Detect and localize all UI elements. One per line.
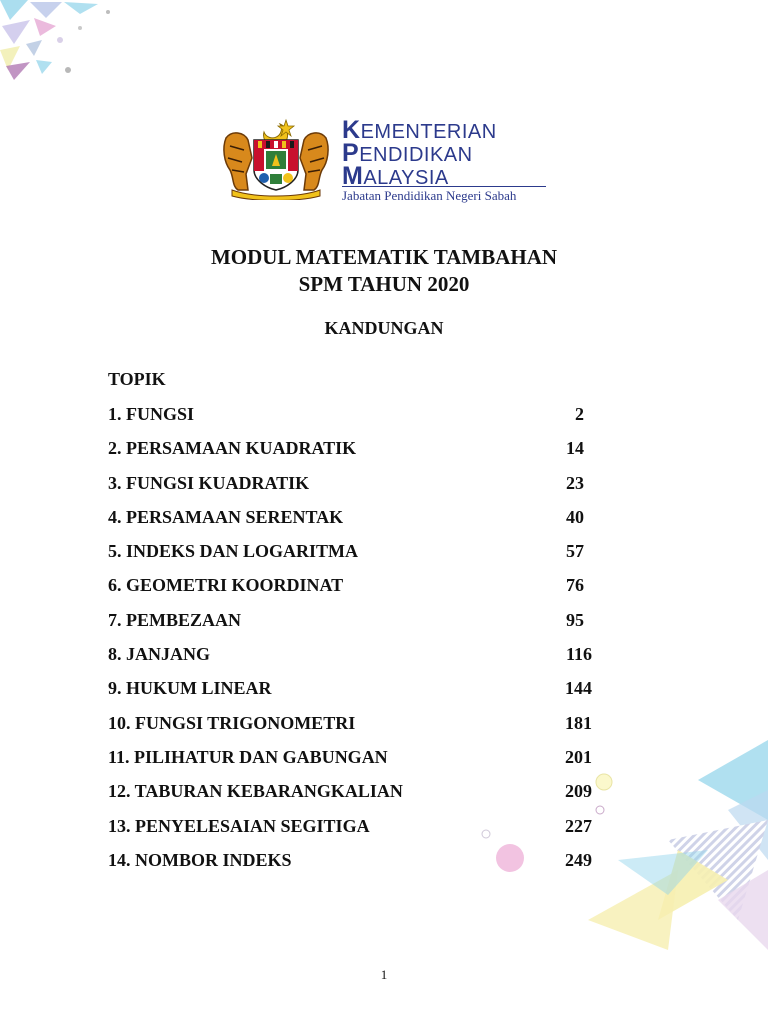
toc-row	[108, 541, 592, 575]
document-subtitle: SPM TAHUN 2020	[298, 272, 470, 296]
toc-row	[108, 610, 592, 644]
toc-page: 116	[565, 644, 592, 665]
toc-row	[108, 438, 592, 472]
toc-row	[108, 575, 592, 609]
toc-page: 181	[565, 712, 592, 733]
toc-row	[108, 678, 592, 712]
toc-page: 14	[566, 438, 584, 459]
toc-title: 4. PERSAMAAN SERENTAK	[108, 506, 344, 527]
ministry-logo	[220, 118, 550, 208]
toc-title: 7. PEMBEZAAN	[108, 609, 242, 630]
toc-row	[108, 507, 592, 541]
toc-row	[108, 473, 592, 507]
ministry-name-line-1: KEMENTERIAN	[342, 116, 497, 144]
toc-title: 10. FUNGSI TRIGONOMETRI	[108, 712, 356, 733]
toc-row	[108, 644, 592, 678]
ministry-name-line-3: MALAYSIA	[342, 162, 449, 190]
ministry-name-line-2: PENDIDIKAN	[342, 139, 473, 167]
toc-title: 5. INDEKS DAN LOGARITMA	[108, 541, 359, 562]
toc-title: 12. TABURAN KEBARANGKALIAN	[108, 781, 403, 802]
toc-page: 227	[565, 815, 592, 836]
toc-page: 57	[566, 541, 584, 562]
toc-row	[108, 747, 592, 781]
toc-page: 23	[566, 472, 584, 493]
toc-page: 144	[565, 678, 592, 699]
page-number: 1	[380, 967, 388, 982]
malaysia-crest-icon	[220, 118, 332, 200]
toc-title: 14. NOMBOR INDEKS	[108, 849, 292, 870]
toc-page: 95	[566, 609, 584, 630]
table-of-contents	[108, 404, 592, 884]
toc-page: 76	[566, 575, 584, 596]
toc-row	[108, 781, 592, 815]
toc-title: 13. PENYELESAIAN SEGITIGA	[108, 815, 370, 836]
document-title: MODUL MATEMATIK TAMBAHAN	[210, 245, 558, 269]
toc-title: 9. HUKUM LINEAR	[108, 678, 272, 699]
decorative-triangles-top-left	[0, 0, 120, 90]
toc-row	[108, 850, 592, 884]
toc-row	[108, 404, 592, 438]
toc-title: 6. GEOMETRI KOORDINAT	[108, 575, 344, 596]
toc-title: 3. FUNGSI KUADRATIK	[108, 472, 310, 493]
department-name: Jabatan Pendidikan Negeri Sabah	[342, 186, 546, 204]
toc-page: 40	[566, 506, 584, 527]
toc-page: 201	[565, 746, 592, 767]
ministry-name	[342, 116, 497, 190]
toc-row	[108, 713, 592, 747]
toc-page: 209	[565, 781, 592, 802]
toc-title: 8. JANJANG	[108, 644, 210, 665]
toc-header: TOPIK	[108, 369, 166, 389]
toc-title: 2. PERSAMAAN KUADRATIK	[108, 438, 357, 459]
toc-page: 249	[565, 849, 592, 870]
toc-row	[108, 816, 592, 850]
toc-title: 1. FUNGSI	[108, 404, 195, 424]
contents-heading: KANDUNGAN	[324, 318, 444, 338]
toc-page: 2	[575, 404, 584, 424]
toc-title: 11. PILIHATUR DAN GABUNGAN	[108, 746, 388, 767]
